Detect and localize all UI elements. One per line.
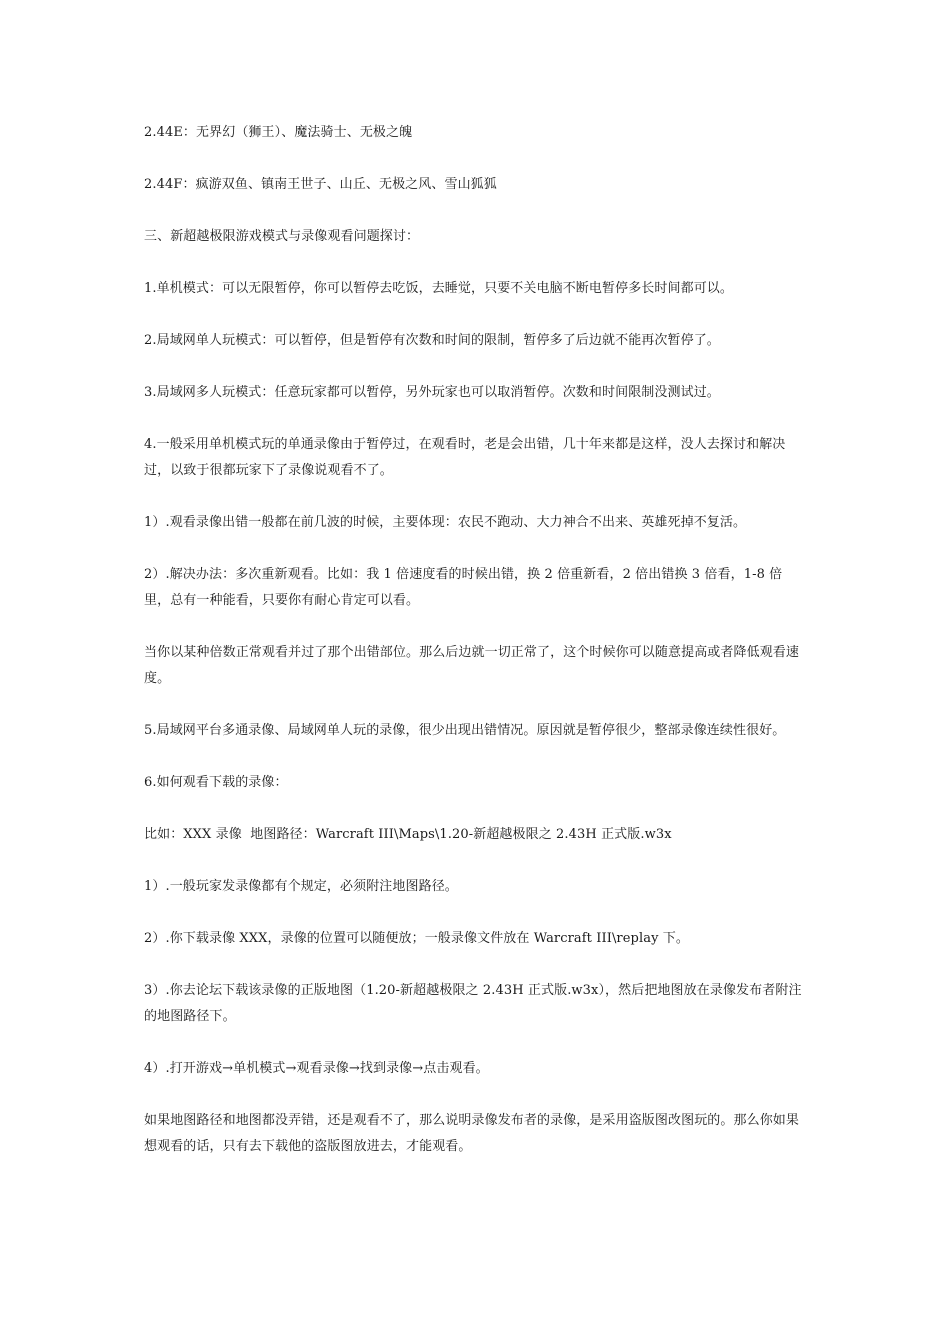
paragraph-replay-errors: 4.一般采用单机模式玩的单通录像由于暂停过，在观看时，老是会出错，几十年来都是这样，没人去探讨和解决过，以致于很都玩家下了录像说观看不了。	[144, 437, 786, 478]
paragraph-lan-multi-mode: 3.局域网多人玩模式：任意玩家都可以暂停，另外玩家也可以取消暂停。次数和时间限制没测试过。	[144, 385, 720, 400]
section-heading: 三、新超越极限游戏模式与录像观看问题探讨：	[144, 229, 420, 244]
paragraph-single-player-mode: 1.单机模式：可以无限暂停，你可以暂停去吃饭，去睡觉，只要不关电脑不断电暂停多长时间都可以。	[144, 281, 734, 296]
paragraph-version-244e: 2.44E：无界幻（狮王）、魔法骑士、无极之魄	[144, 125, 413, 140]
paragraph-step-4: 4）.打开游戏→单机模式→观看录像→找到录像→点击观看。	[144, 1061, 489, 1076]
paragraph-how-to-watch: 6.如何观看下载的录像：	[144, 775, 288, 790]
paragraph-step-2: 2）.你下载录像 XXX，录像的位置可以随便放；一般录像文件放在 Warcraft III\replay 下。	[144, 931, 689, 946]
paragraph-version-244f: 2.44F：疯游双鱼、镇南王世子、山丘、无极之风、雪山狐狐	[144, 177, 497, 192]
paragraph-after-error: 当你以某种倍数正常观看并过了那个出错部位。那么后边就一切正常了，这个时候你可以随意提高或者降低观看速度。	[144, 645, 800, 686]
document-body	[144, 120, 808, 1186]
paragraph-step-3: 3）.你去论坛下载该录像的正版地图（1.20-新超越极限之 2.43H 正式版.w3x），然后把地图放在录像发布者附注的地图路径下。	[144, 983, 802, 1024]
paragraph-step-1: 1）.一般玩家发录像都有个规定，必须附注地图路径。	[144, 879, 458, 894]
paragraph-error-symptoms: 1）.观看录像出错一般都在前几波的时候，主要体现：农民不跑动、大力神合不出来、英雄死掉不复活。	[144, 515, 747, 530]
paragraph-example-path: 比如：XXX 录像 地图路径：Warcraft III\Maps\1.20-新超越极限之 2.43H 正式版.w3x	[144, 827, 672, 842]
paragraph-lan-single-mode: 2.局域网单人玩模式：可以暂停，但是暂停有次数和时间的限制，暂停多了后边就不能再次暂停了。	[144, 333, 720, 348]
paragraph-pirated-map-note: 如果地图路径和地图都没弄错，还是观看不了，那么说明录像发布者的录像，是采用盗版图改图玩的。那么你如果想观看的话，只有去下载他的盗版图放进去，才能观看。	[144, 1113, 800, 1154]
paragraph-lan-replays: 5.局域网平台多通录像、局域网单人玩的录像，很少出现出错情况。原因就是暂停很少，整部录像连续性很好。	[144, 723, 786, 738]
paragraph-solution: 2）.解决办法：多次重新观看。比如：我 1 倍速度看的时候出错，换 2 倍重新看，2 倍出错换 3 倍看，1-8 倍里，总有一种能看，只要你有耐心肯定可以看。	[144, 567, 783, 608]
